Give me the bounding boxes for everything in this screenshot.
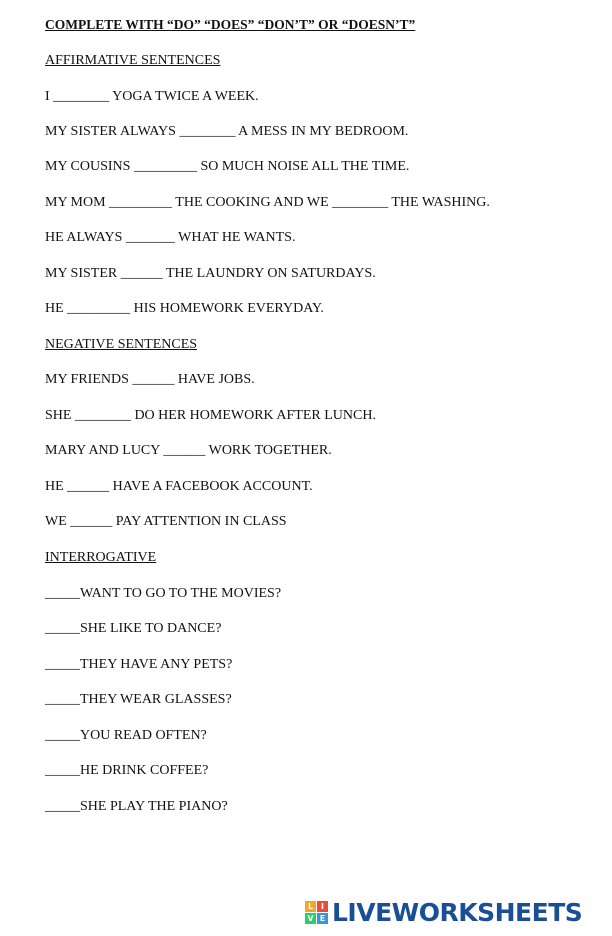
exercise-sentence: _____YOU READ OFTEN? (45, 728, 207, 743)
section-heading-negative: NEGATIVE SENTENCES (45, 337, 198, 352)
exercise-sentence: MY SISTER ALWAYS ________ A MESS IN MY BEDROOM. (45, 124, 409, 139)
section-heading-affirmative: AFFIRMATIVE SENTENCES (45, 53, 221, 68)
exercise-sentence: HE _________ HIS HOMEWORK EVERYDAY. (45, 301, 324, 316)
logo-mark-letter: L (305, 901, 316, 912)
liveworksheets-logo-icon (305, 901, 328, 924)
exercise-sentence: _____HE DRINK COFFEE? (45, 763, 209, 778)
logo-mark-letter: E (317, 913, 328, 924)
exercise-sentence: MY MOM _________ THE COOKING AND WE ________ THE WASHING. (45, 195, 490, 210)
liveworksheets-logo (305, 898, 582, 926)
exercise-sentence: MY FRIENDS ______ HAVE JOBS. (45, 372, 255, 387)
exercise-sentence: _____WANT TO GO TO THE MOVIES? (45, 586, 282, 601)
exercise-sentence: MY SISTER ______ THE LAUNDRY ON SATURDAYS. (45, 266, 376, 281)
exercise-sentence: MARY AND LUCY ______ WORK TOGETHER. (45, 443, 332, 458)
exercise-sentence: _____THEY WEAR GLASSES? (45, 692, 232, 707)
exercise-sentence: MY COUSINS _________ SO MUCH NOISE ALL THE TIME. (45, 159, 410, 174)
logo-mark-letter: I (317, 901, 328, 912)
logo-mark-letter: V (305, 913, 316, 924)
exercise-sentence: _____SHE LIKE TO DANCE? (45, 621, 222, 636)
logo-wordmark: LIVEWORKSHEETS (332, 897, 583, 927)
exercise-sentence: _____SHE PLAY THE PIANO? (45, 799, 228, 814)
worksheet-title: COMPLETE WITH “DO” “DOES” “DON’T” OR “DOESN’T” (45, 17, 416, 32)
section-heading-interrogative: INTERROGATIVE (45, 550, 157, 565)
exercise-sentence: HE ______ HAVE A FACEBOOK ACCOUNT. (45, 479, 313, 494)
exercise-sentence: I ________ YOGA TWICE A WEEK. (45, 89, 259, 104)
exercise-sentence: SHE ________ DO HER HOMEWORK AFTER LUNCH. (45, 408, 376, 423)
exercise-sentence: WE ______ PAY ATTENTION IN CLASS (45, 514, 287, 529)
exercise-sentence: _____THEY HAVE ANY PETS? (45, 657, 233, 672)
exercise-sentence: HE ALWAYS _______ WHAT HE WANTS. (45, 230, 296, 245)
